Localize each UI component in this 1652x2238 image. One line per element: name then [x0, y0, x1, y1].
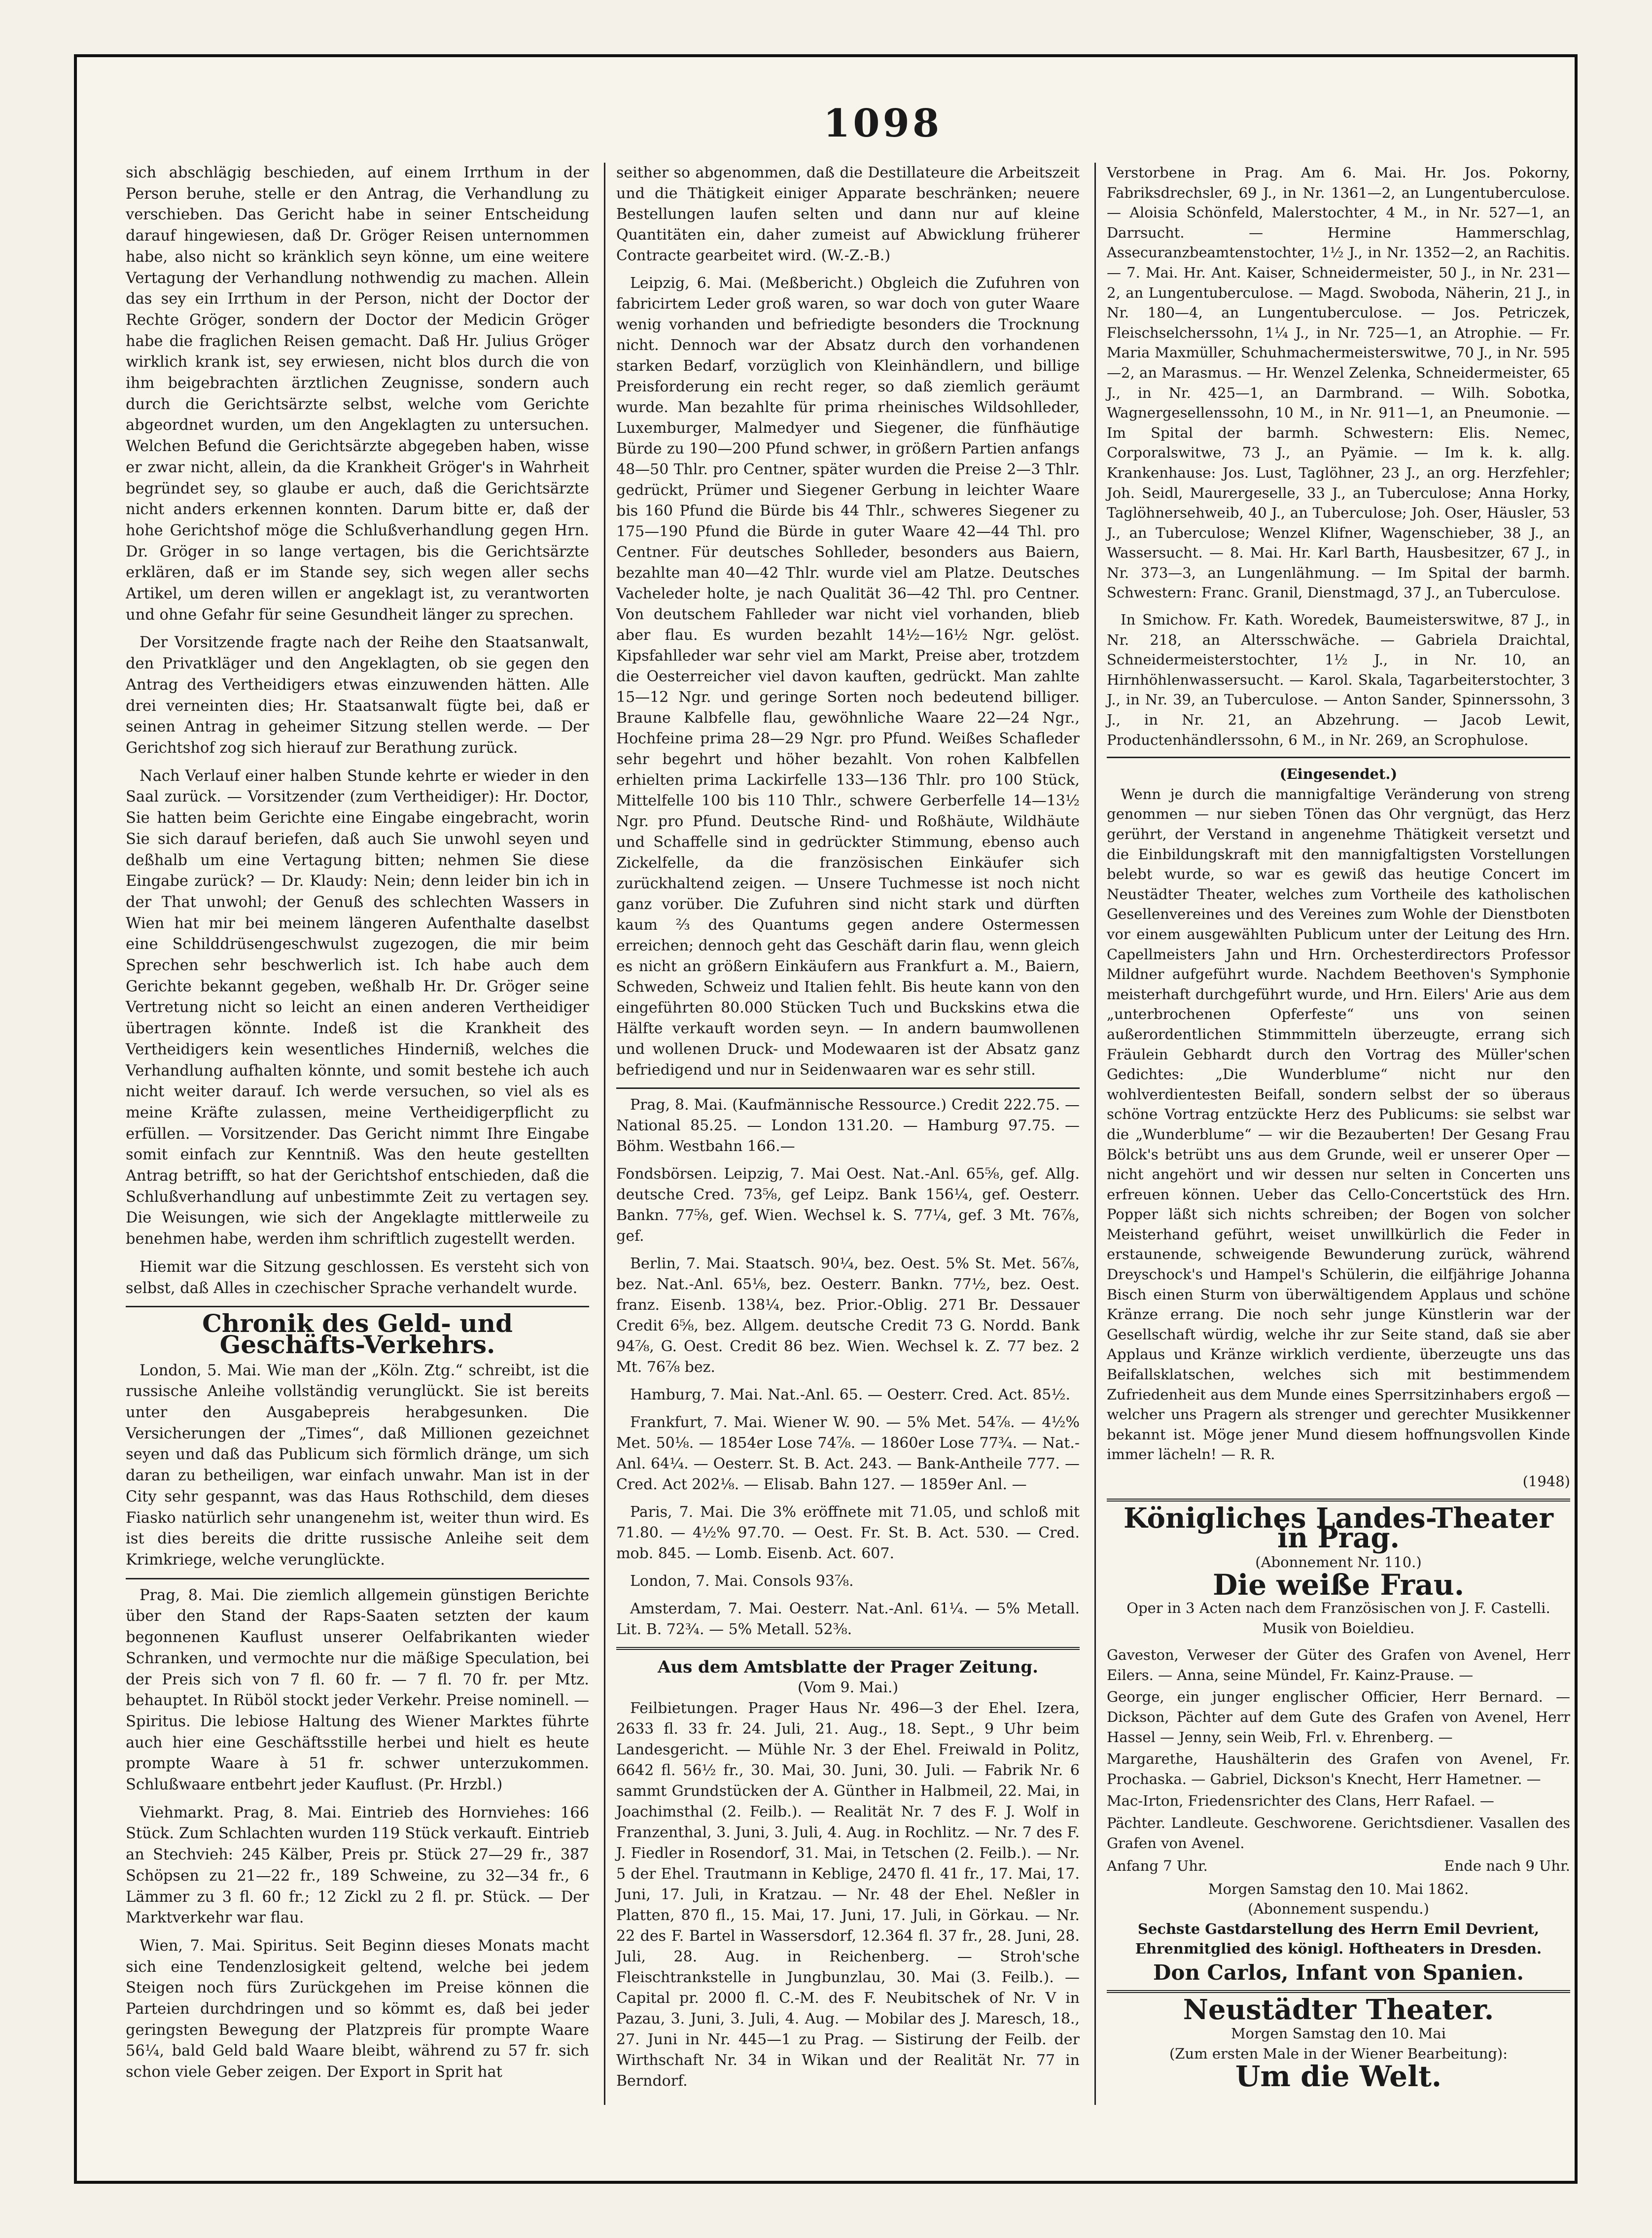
article-paragraph: Der Vorsitzende fragte nach der Reihe den Staatsanwalt, den Privatkläger und den Angeklagten, ob sie gegen den Antrag des Vertheidigers etwas einzuwenden hätten. Alle drei verneinten dies; Hr. Staatsanwalt fügte bei, daß er seinen Antrag in geheimer Sitzung stellen werde. — Der Gerichtshof zog sich hierauf zur Berathung zurück. — [126, 634, 589, 757]
time-row — [1107, 1856, 1570, 1876]
cast-entry: Margarethe, Haushälterin des Grafen von Avenel, Fr. Prochaska. — Gabriel, Dickson's Knecht, Herr Hametner. — — [1107, 1750, 1570, 1787]
news-prag-boerse: Prag, 8. Mai. (Kaufmännische Ressource.) Credit 222.75. — National 85.25. — London 131.20. — Hamburg 97.75. — Böhm. Westbahn 166.— — [616, 1096, 1080, 1155]
news-feilbietungen: Feilbietungen. Prager Haus Nr. 496—3 der Ehel. Izera, 2633 fl. 33 fr. 24. Juli, 21. Aug., 18. Sept., 9 Uhr beim Landesgericht. — Mühle Nr. 3 der Ehel. Freiwald in Politz, 6642 fl. 56½ fr., 30. Mai, 30. Juni, 30. Juli. — Fabrik Nr. 6 sammt Grundstücken der A. Günther in Halbmeil, 22. Mai, in Joachimsthal (2. Feilb.). — Realität Nr. 7 des F. J. Wolf in Franzenthal, 3. Juni, 3. Juli, 4. Aug. in Rochlitz. — Nr. 7 des F. J. Fiedler in Rosendorf, 31. Mai, in Tetschen (2. Feilb.). — Nr. 5 der Ehel. Trautmann in Keblige, 2470 fl. 41 fr., 17. Mai, 17. Juni, 17. Juli, in Kratzau. — Nr. 48 der Ehel. Neßler in Platten, 870 fl., 15. Mai, 17. Juni, 17. Juli, in Görkau. — Nr. 22 des F. Bartel in Wassersdorf, 12.364 fl. 37 fr., 28. Juni, 28. Juli, 28. Aug. in Reichenberg. — Stroh'sche Fleischtrankstelle in Jungbunzlau, 30. Mai (3. Feilb.). — Capital pr. 2000 fl. C.-M. des F. Neubitschek of Nr. V in Pazau, 3. Juni, 3. Juli, 4. Aug. — Mobilar des J. Maresch, 18., 27. Juni in Nr. 445—1 zu Prag. — Sistirung der Feilb. der Wirthschaft Nr. 34 in Wikan und der Realität Nr. 77 in Berndorf. — [616, 1700, 1080, 2090]
column-rule — [1094, 163, 1096, 2105]
article-paragraph: sich abschlägig beschieden, auf einem Irrthum in der Person beruhe, stelle er den Antrag, die Verhandlung zu verschieben. Das Gericht habe in seiner Entscheidung darauf hingewiesen, daß Dr. Gröger Reisen unternommen habe, also nicht so kränklich seyn könne, um eine weitere Vertagung der Verhandlung nothwendig zu machen. Allein das sey ein Irrthum in der Person, nicht der Doctor der Rechte Gröger, sondern der Doctor der Medicin Gröger habe die fraglichen Reisen gemacht. Daß Hr. Julius Gröger wirklich krank ist, sey erwiesen, nicht blos durch die von ihm beigebrachten ärztlichen Zeugnisse, sondern auch durch die Gerichtsärzte selbst, welche vom Gerichte abgeordnet wurden, um den Angeklagten zu untersuchen. Welchen Befund die Gerichtsärzte abgegeben haben, wisse er zwar nicht, allein, da die Krankheit Gröger's in Wahrheit begründet sey, so glaube er auch, daß die Gerichtsärzte nicht anders erkennen konnten. Darum bitte er, daß der hohe Gerichtshof möge die Schlußverhandlung gegen Hrn. Dr. Gröger in so lange vertagen, bis die Gerichtsärzte erklären, daß er im Stande sey, sich wegen aller sechs Artikel, um deren willen er angeklagt ist, zu verantworten und ohne Gefahr für seine Gesundheit länger zu sprechen. — [126, 164, 589, 624]
news-viehmarkt: Viehmarkt. Prag, 8. Mai. Eintrieb des Hornviehes: 166 Stück. Zum Schlachten wurden 119 Stück verkauft. Eintrieb an Stechvieh: 245 Kälber, Preis pr. Stück 27—29 fr., 387 Schöpsen zu 21—22 fr., 189 Schweine, zu 32—34 fr., 6 Lämmer zu 3 fl. 60 fr.; 12 Zickl zu 2 fl. pr. Stück. — Der Marktverkehr war flau. — [126, 1804, 589, 1927]
don-carlos-title: Don Carlos, Infant von Spanien. — [1153, 1960, 1524, 1985]
abonnement-suspendu: (Abonnement suspendu.) — [1248, 1900, 1429, 1918]
anfang: Anfang 7 Uhr. — [1107, 1857, 1208, 1875]
morgen: Morgen Samstag den 10. Mai 1862. — [1208, 1880, 1469, 1897]
page-number: 1098 — [823, 101, 943, 146]
section-smichow: In Smichow. Fr. Kath. Woredek, Baumeisterswitwe, 87 J., in Nr. 218, an Altersschwäche. — Gabriela Draichtal, Schneidermeisterstochter, 1½ J., in Nr. 10, an Hirnhöhlenwassersucht. — Karol. Skala, Tagarbeiterstochter, 3 J., in Nr. 39, an Tuberculose. — Anton Sander, Spinnerssohn, 3 J., in Nr. 21, an Abzehrung. — Jacob Lewit, Productenhändlerssohn, 6 M., in Nr. 269, an Scrophulose. — [1107, 611, 1570, 748]
news-amsterdam: Amsterdam, 7. Mai. Oesterr. Nat.-Anl. 61¼. — 5% Metall. Lit. B. 72¾. — 5% Metall. 52⅜. — [616, 1600, 1080, 1638]
eingesendet-text: Wenn je durch die mannigfaltige Veränderung von streng genommen — nur sieben Tönen das Ohr vergnügt, das Herz gerührt, der Verstand in angenehme Thätigkeit versetzt und die Einbildungskraft mit den mannigfaltigsten Vorstellungen belebt wurde, so war es gewiß das heutige Concert im Neustädter Theater, welches zum Vortheile des katholischen Gesellenvereines und des Vereines zum Wohle der Dienstboten vor einem ausgewählten Publicum unter der Leitung des Hrn. Capellmeisters Jahn und Hrn. Orchesterdirectors Professor Mildner aufgeführt wurde. Nachdem Beethoven's Symphonie meisterhaft durchgeführt wurde, und Hrn. Eilers' Arie aus dem „unterbrochenen Opferfeste“ uns von seinen außerordentlichen Stimmmitteln überzeugte, errang sich Fräulein Gebhardt durch den Vortrag des Müller'schen Gedichtes: „Die Wunderblume“ nicht nur den wohlverdientesten Beifall, sondern selbst der so überaus schöne Vortrag entzückte Herz des Publicums: sie selbst war die „Wunderblume“ — wir die Bezauberten! Der Gesang Frau Bölck's betrübt uns aus dem Grunde, weil er unserer Oper — nicht angehört und wir dessen nur selten in Concerten uns erfreuen können. Ueber das Cello-Concertstück des Hrn. Popper läßt sich nichts schreiben; der Bogen von solcher Meisterhand geführt, weiset unwillkürlich die Feder in erstaunende, schweigende Bewunderung zurück, während Dreyschock's und Hampel's Schülerin, die eilfjährige Johanna Bisch einen Sturm von überwältigendem Applaus und schöne Kränze errang. Die noch sehr junge Künstlerin war der Gesellschaft würdig, welche ihr zur Seite stand, daß sie aber Applaus und Kränze wirklich verdiente, überzeugte uns das Beifallsklatschen, welches sich mit bestimmendem Zufriedenheit aus dem Munde eines Sperrsitzinhabers ergoß — welcher uns Pragern als strenger und gerechter Musikkenner bekannt ist. Möge jener Mund diesem hoffnungsvollen Kinde immer lächeln! — R. R. — [1107, 785, 1570, 1463]
divider — [126, 1306, 589, 1307]
article-paragraph: Nach Verlauf einer halben Stunde kehrte er wieder in den Saal zurück. — Vorsitzender (zum Vertheidiger): Hr. Doctor, Sie hatten beim Gerichte eine Eingabe eingebracht, worin Sie sich darauf beriefen, daß auch Sie unwohl seyen und deßhalb um eine Vertagung bitten; nehmen Sie diese Eingabe zurück? — Dr. Klaudy: Nein; denn leider bin ich in der That unwohl; der Genuß des schlechten Wassers in Wien hat mir bei meinem längeren Aufenthalte daselbst eine Schilddrüsengeschwulst zugezogen, die mir beim Sprechen sehr beschwerlich ist. Ich habe auch dem Gerichte bekannt gegeben, weßhalb Hr. Dr. Gröger seine Vertretung nicht so leicht an einen anderen Vertheidiger übertragen könnte. Indeß ist die Krankheit des Vertheidigers kein wesentliches Hinderniß, welches die Verhandlung aufhalten könnte, und somit bestehe ich auch nicht weiter darauf. Ich werde versuchen, so viel als es meine Kräfte zulassen, meine Vertheidigerpflicht zu erfüllen. — Vorsitzender. Das Gericht nimmt Ihre Eingabe somit einfach zur Kenntniß. Was den heute gestellten Antrag betrifft, so hat der Gerichtshof entschieden, daß die Schlußverhandlung auf unbestimmte Zeit zu vertagen sey. Die Weisungen, wie sich der Angeklagte mittlerweile zu benehmen habe, werden ihm schriftlich zugestellt werden. — [126, 767, 589, 1248]
cast-entry: Gaveston, Verweser der Güter des Grafen von Avenel, Herr Eilers. — Anna, seine Mündel, Fr. Kainz-Prause. — — [1107, 1646, 1570, 1683]
column-1 — [126, 163, 589, 2090]
divider — [616, 1647, 1080, 1650]
column-rule — [604, 163, 605, 2105]
divider — [1107, 1990, 1570, 1993]
news-london: London, 5. Mai. Wie man der „Köln. Ztg.“ schreibt, ist die russische Anleihe vollständig verunglückt. Sie ist bereits unter den Ausgabepreis herabgesunken. Die Versicherungen der „Times“, daß Millionen gezeichnet seyen und daß das Publicum sich förmlich dränge, um sich daran zu betheiligen, war einfach unwahr. Man ist in der City sehr gespannt, was das Haus Rothschild, dem dieses Fiasko natürlich sehr unangenehm ist, weiter thun wird. Es ist dies bereits die dritte russische Anleihe seit dem Krimkriege, welche verunglückte. — [126, 1362, 589, 1569]
neustaedter-date: Morgen Samstag den 10. Mai — [1230, 2025, 1446, 2042]
divider — [1107, 1499, 1570, 1502]
news-berlin: Berlin, 7. Mai. Staatsch. 90¼, bez. Oest. 5% St. Met. 56⅞, bez. Nat.-Anl. 65⅛, bez. Oesterr. Bankn. 77½, bez. Oest. franz. Eisenb. 138¼, bez. Prior.-Oblig. 271 Br. Dessauer Credit 6⅝, bez. Allgem. deutsche Credit 73 G. Nordd. Bank 94⅞, G. Oest. Credit 86 bez. Wien. Wechsel k. Z. 77 bez. 2 Mt. 76⅞ bez. — [616, 1255, 1080, 1376]
play-title: Die weiße Frau. — [1212, 1568, 1465, 1602]
divider — [616, 1087, 1080, 1089]
gastdarstellung: Sechste Gastdarstellung des Herrn Emil Devrient, Ehrenmitglied des königl. Hoftheaters in Dresden. — [1135, 1920, 1542, 1958]
section-heading-chronik: Chronik des Geld- und Geschäfts-Verkehrs. — [202, 1309, 513, 1359]
news-leipzig: Leipzig, 6. Mai. (Meßbericht.) Obgleich die Zufuhren von fabricirtem Leder groß waren, so war doch von guter Waare wenig vorhanden und befriedigte besonders die Trocknung nicht. Dennoch war der Absatz durch den vorhandenen starken Bedarf, vorzüglich von Kleinhändlern, und billige Preisforderung ein recht reger, so daß ziemlich geräumt wurde. Man bezahlte für prima rheinisches Wildsohlleder, Luxemburger, Malmedyer und Siegener, die fünfhäutige Bürde zu 190—200 Pfund schwer, in größern Partien anfangs 48—50 Thlr. pro Centner, später wurden die Preise 2—3 Thlr. gedrückt, Prümer und Siegener Gerbung in leichter Waare bis 160 Pfund die Bürde bis 44 Thlr., schweres Siegener zu 175—190 Pfund die Bürde in guter Waare 42—44 Thl. pro Centner. Für deutsches Sohlleder, besonders aus Baiern, bezahlte man 40—42 Thlr. wurde viel am Platze. Deutsches Vacheleder holte, je nach Qualität 36—42 Thl. pro Centner. Von deutschem Fahlleder war nicht viel vorhanden, blieb aber flau. Es wurden bezahlt 14½—16½ Ngr. gelöst. Kipsfahlleder war sehr viel am Markt, Preise aber, trotzdem die Oesterreicher viel davon kauften, gedrückt. Man zahlte 15—12 Ngr. und geringe Sorten noch bedeutend billiger. Braune Kalbfelle flau, gewöhnliche Waare 22—24 Ngr., Hochfeine prima 28—29 Ngr. pro Pfund. Weißes Schafleder sehr begehrt und höher bezahlt. Von rohen Kalbfellen erhielten prima Lackirfelle 133—136 Thlr. pro 100 Stück, Mittelfelle 100 bis 110 Thlr., schwere Gerberfelle 14—13½ Ngr. pro Pfund. Deutsche Rind- und Roßhäute, Wildhäute und Schaffelle sind in gedrückter Stimmung, ebenso auch Zickelfelle, da die französischen Einkäufer sich zurückhaltend zeigen. — Unsere Tuchmesse ist noch nicht ganz vorüber. Die Zufuhren sind nicht stark und dürften kaum ⅔ des Quantums gegen andere Ostermessen erreichen; dennoch geht das Geschäft darin flau, wenn gleich es nicht an größern Einkäufern aus Frankfurt a. M., Baiern, Schweden, Schweiz und Italien fehlt. Bis heute kann von den eingeführten 80.000 Stücken Tuch und Buckskins etwa die Hälfte verkauft worden seyn. — In andern baumwollenen und wollenen Druck- und Modewaaren ist der Absatz ganz befriedigend und nur in Seidenwaaren war es sehr still. — [616, 275, 1080, 1079]
cast-list — [1107, 1645, 1570, 1853]
neustaedter-heading: Neustädter Theater. — [1183, 1993, 1494, 2026]
news-fondsboersen: Fondsbörsen. Leipzig, 7. Mai Oest. Nat.-Anl. 65⅝, gef. Allg. deutsche Cred. 73⅝, gef Leipz. Bank 156¼, gef. Oesterr. Bankn. 77⅝, gef. Wien. Wechsel k. S. 77¼, gef. 3 Mt. 76⅞, gef. — [616, 1165, 1080, 1245]
article-paragraph: Hiemit war die Sitzung geschlossen. Es versteht sich von selbst, daß Alles in czechischer Sprache verhandelt wurde. — [126, 1258, 589, 1297]
neustaedter-note: (Zum ersten Male in der Wiener Bearbeitung): — [1169, 2045, 1508, 2062]
news-hamburg: Hamburg, 7. Mai. Nat.-Anl. 65. — Oesterr. Cred. Act. 85½. — [630, 1386, 1071, 1403]
column-3 — [1107, 163, 1570, 2094]
section-verstorbene: Verstorbene in Prag. Am 6. Mai. Hr. Jos. Pokorny, Fabriksdrechsler, 69 J., in Nr. 1361—2, an Lungentuberculose. — Aloisia Schönfeld, Malerstochter, 4 M., in Nr. 527—1, an Darrsucht. — Hermine Hammerschlag, Assecuranzbeamtenstochter, 1½ J., in Nr. 1352—2, an Rachitis. — 7. Mai. Hr. Ant. Kaiser, Schneidermeister, 50 J., in Nr. 231—2, an Lungentuberculose. — Magd. Swoboda, Näherin, 21 J., in Nr. 180—4, an Lungentuberculose. — Jos. Petriczek, Fleischselcherssohn, 1¼ J., in Nr. 725—1, an Atrophie. — Fr. Maria Maxmüller, Schuhmachermeisterswitwe, 70 J., in Nr. 595—2, an Marasmus. — Hr. Wenzel Zelenka, Schneidermeister, 65 J., in Nr. 425—1, an Darmbrand. — Wilh. Sobotka, Wagnergesellenssohn, 10 M., in Nr. 911—1, an Pneumonie. — Im Spital der barmh. Schwestern: Elis. Nemec, Corporalswitwe, 73 J., an Pyämie. — Im k. k. allg. Krankenhause: Jos. Lust, Taglöhner, 23 J., an org. Herzfehler; Joh. Seidl, Maurergeselle, 33 J., an Tuberculose; Anna Horky, Taglöhnersehweib, 40 J., an Tuberculose; Joh. Oser, Häusler, 53 J., an Tuberculose; Wenzel Klifner, Wagenschieber, 38 J., an Wassersucht. — 8. Mai. Hr. Karl Barth, Hausbesitzer, 67 J., in Nr. 373—3, an Lungenlähmung. — Im Spital der barmh. Schwestern: Franc. Granil, Dienstmagd, 37 J., an Tuberculose. — [1107, 164, 1570, 601]
section-heading-amtsblatt: Aus dem Amtsblatte der Prager Zeitung. — [657, 1657, 1039, 1677]
abonnement: (Abonnement Nr. 110.) — [1255, 1553, 1422, 1571]
play-description: Oper in 3 Acten nach dem Französischen von J. F. Castelli. Musik von Boieldieu. — [1126, 1599, 1550, 1637]
news-paris: Paris, 7. Mai. Die 3% eröffnete mit 71.05, und schloß mit 71.80. — 4½% 97.70. — Oest. Fr. St. B. Act. 530. — Cred. mob. 845. — Lomb. Eisenb. Act. 607. — [616, 1504, 1080, 1562]
news-wien: Wien, 7. Mai. Spiritus. Seit Beginn dieses Monats macht sich eine Tendenzlosigkeit geltend, welche bei jedem Steigen noch fürs Zurückgehen im Preise können die Parteien durchdringen und so kömmt es, daß bei jeder geringsten Bewegung der Platzpreis für prompte Waare 56¼, bald Geld bald Waare bleibt, während zu 57 fr. sich schon viele Geber zeigen. Der Export in Sprit hat — [126, 1937, 589, 2081]
divider — [1107, 757, 1570, 758]
cast-entry: Pächter. Landleute. Geschworene. Gerichtsdiener. Vasallen des Grafen von Avenel. — [1107, 1814, 1570, 1852]
news-prag-raps: Prag, 8. Mai. Die ziemlich allgemein günstigen Berichte über den Stand der Raps-Saaten setzten der kaum begonnenen Kauflust unserer Oelfabrikanten wieder Schranken, und vermochte nur die mäßige Speculation, bei der Preis sich von 7 fl. 60 fr. — 7 fl. 70 fr. per Mtz. behauptet. In Rüböl stockt jeder Verkehr. Preise nominell. — Spiritus. Die lebiose Haltung des Wiener Marktes führte auch hier eine Geschäftsstille herbei und hielt es heute prompte Waare à 51 fr. schwer unterzukommen. Schlußwaare entbehrt jeder Kauflust. (Pr. Hrzbl.) — [126, 1586, 589, 1794]
news-frankfurt: Frankfurt, 7. Mai. Wiener W. 90. — 5% Met. 54⅞. — 4½% Met. 50⅛. — 1854er Lose 74⅞. — 1860er Lose 77¾. — Nat.-Anl. 64¼. — Oesterr. St. B. Act. 243. — Bank-Antheile 777. — Cred. Act 202⅛. — Elisab. Bahn 127. — 1859er Anl. — — [616, 1414, 1080, 1493]
theater-heading: Königliches Landes-Theater in Prag. — [1124, 1502, 1553, 1555]
section-heading-eingesendet: (Eingesendet.) — [1279, 766, 1398, 783]
um-die-welt-title: Um die Welt. — [1235, 2060, 1442, 2094]
eingesendet-number: (1948) — [1522, 1473, 1570, 1490]
ende: Ende nach 9 Uhr. — [1444, 1857, 1570, 1875]
cast-entry: Mac-Irton, Friedensrichter des Clans, Herr Rafael. — — [1107, 1792, 1494, 1810]
article-paragraph: seither so abgenommen, daß die Destillateure die Arbeitszeit und die Thätigkeit einiger Apparate beschränken; neuere Bestellungen laufen selten und dann nur auf kleine Quantitäten ein, daher zumeist auf Abwicklung früherer Contracte gearbeitet wird. (W.-Z.-B.) — [616, 164, 1080, 264]
divider — [126, 1578, 589, 1579]
cast-entry: George, ein junger englischer Officier, Herr Bernard. — Dickson, Pächter auf dem Gute des Grafen von Avenel, Herr Hassel — Jenny, sein Weib, Frl. v. Ehrenberg. — — [1107, 1688, 1570, 1746]
amtsblatt-date: (Vom 9. Mai.) — [797, 1679, 899, 1696]
column-2 — [616, 163, 1080, 2098]
news-london: London, 7. Mai. Consols 93⅞. — [630, 1573, 854, 1590]
